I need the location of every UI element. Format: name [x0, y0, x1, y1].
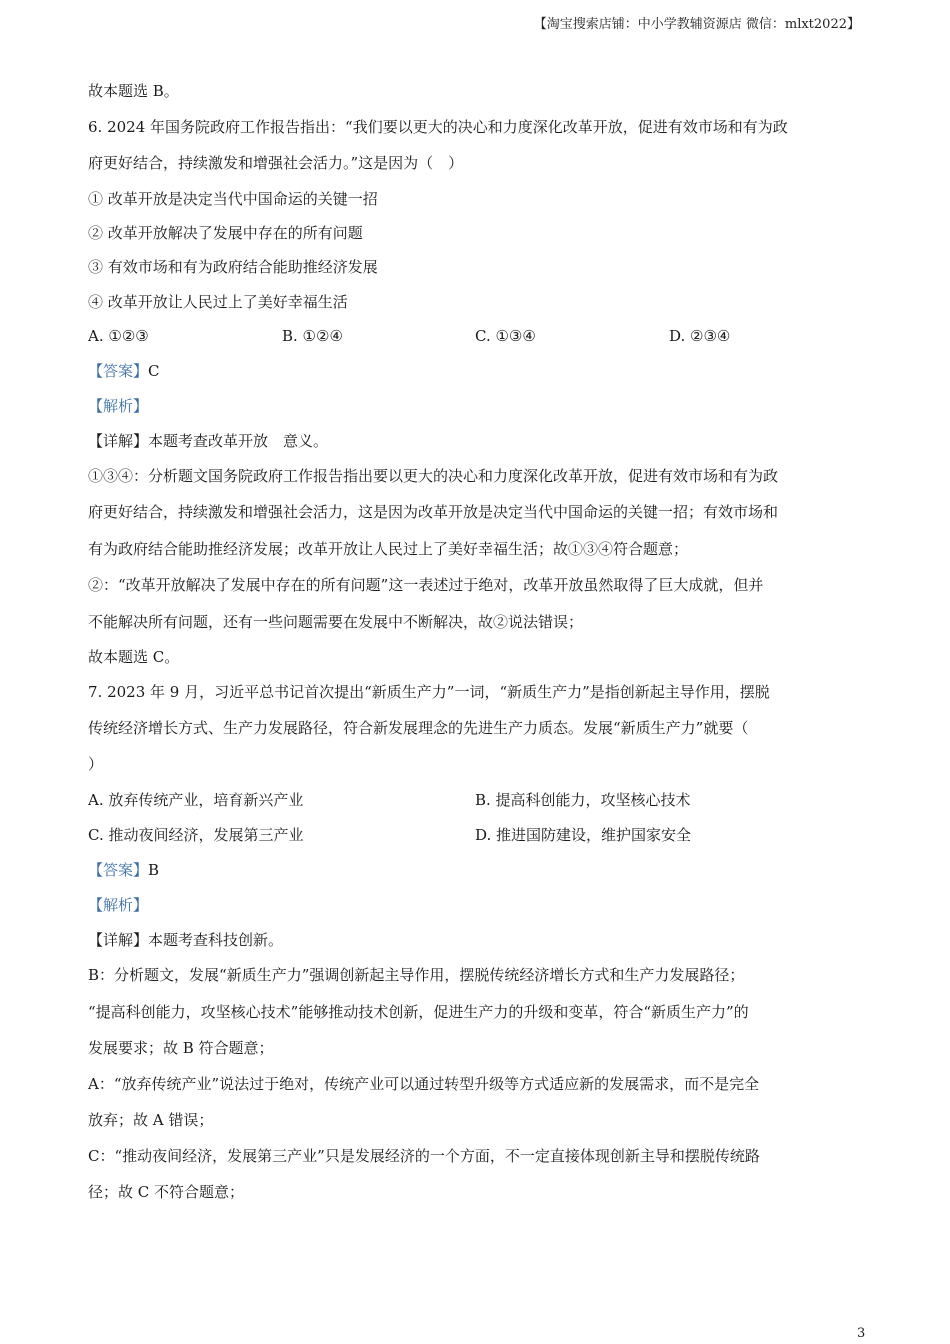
q6-statement-2: ② 改革开放解决了发展中存在的所有问题 — [88, 224, 363, 242]
q6-option-c: C. ①③④ — [475, 327, 536, 345]
q6-option-a: A. ①②③ — [88, 327, 149, 345]
q6-conclusion: 故本题选 C。 — [88, 648, 180, 666]
q7-explanation-line-1: B：分析题文，发展“新质生产力”强调创新起主导作用，摆脱传统经济增长方式和生产力发展路径； — [88, 966, 745, 984]
q7-option-b: B. 提高科创能力，攻坚核心技术 — [475, 791, 691, 809]
page-header: 【淘宝搜索店铺：中小学教辅资源店 微信：mlxt2022】 — [533, 17, 860, 32]
q6-explanation-line-2: 府更好结合，持续激发和增强社会活力，这是因为改革开放是决定当代中国命运的关键一招；有效市场和 — [88, 503, 779, 521]
q7-explanation-line-5: 放弃；故 A 错误； — [88, 1111, 214, 1129]
q7-stem-line-3: ） — [88, 755, 104, 773]
q6-analysis-tag: 【解析】 — [88, 397, 149, 415]
q7-option-c: C. 推动夜间经济，发展第三产业 — [88, 826, 304, 844]
q6-answer-line — [88, 361, 860, 381]
q7-explanation-line-4: A：“放弃传统产业”说法过于绝对，传统产业可以通过转型升级等方式适应新的发展需求，而不是完全 — [88, 1075, 760, 1093]
previous-answer-end: 故本题选 B。 — [88, 82, 179, 100]
q6-answer: C — [148, 362, 160, 380]
q7-option-a: A. 放弃传统产业，培育新兴产业 — [88, 791, 304, 809]
q6-answer-tag: 【答案】 — [88, 362, 149, 380]
q6-option-d: D. ②③④ — [669, 327, 731, 345]
q6-statement-3: ③ 有效市场和有为政府结合能助推经济发展 — [88, 258, 378, 276]
q7-stem-line-1: 7. 2023 年 9 月，习近平总书记首次提出“新质生产力”一词，“新质生产力”是指创新起主导作用，摆脱 — [88, 683, 770, 701]
q7-detail: 【详解】本题考查科技创新。 — [88, 931, 284, 949]
q6-statement-4: ④ 改革开放让人民过上了美好幸福生活 — [88, 293, 348, 311]
q6-detail: 【详解】本题考查改革开放 意义。 — [88, 432, 329, 450]
q7-explanation-line-7: 径；故 C 不符合题意； — [88, 1183, 245, 1201]
q7-explanation-line-3: 发展要求；故 B 符合题意； — [88, 1039, 274, 1057]
q7-answer-tag: 【答案】 — [88, 861, 149, 879]
q6-explanation-line-1: ①③④：分析题文国务院政府工作报告指出要以更大的决心和力度深化改革开放，促进有效市场和有为政 — [88, 467, 779, 485]
page-number: 3 — [857, 1326, 866, 1341]
q6-explanation-line-3: 有为政府结合能助推经济发展；改革开放让人民过上了美好幸福生活；故①③④符合题意； — [88, 540, 689, 558]
q7-explanation-line-6: C：“推动夜间经济，发展第三产业”只是发展经济的一个方面，不一定直接体现创新主导和摆脱传统路 — [88, 1147, 760, 1165]
q7-option-d: D. 推进国防建设，维护国家安全 — [475, 826, 692, 844]
q6-statement-1: ① 改革开放是决定当代中国命运的关键一招 — [88, 190, 378, 208]
q6-stem-line-2: 府更好结合，持续激发和增强社会活力。”这是因为（ ） — [88, 154, 464, 172]
q7-answer-line — [88, 860, 860, 880]
q7-analysis-tag: 【解析】 — [88, 896, 149, 914]
q6-explanation-line-4: ②：“改革开放解决了发展中存在的所有问题”这一表述过于绝对，改革开放虽然取得了巨大成就，但并 — [88, 576, 764, 594]
q6-explanation-line-5: 不能解决所有问题，还有一些问题需要在发展中不断解决，故②说法错误； — [88, 613, 584, 631]
q6-stem-line-1: 6. 2024 年国务院政府工作报告指出：“我们要以更大的决心和力度深化改革开放，促进有效市场和有为政 — [88, 118, 788, 136]
q7-stem-line-2: 传统经济增长方式、生产力发展路径，符合新发展理念的先进生产力质态。发展“新质生产力”就要（ — [88, 719, 749, 737]
q6-option-b: B. ①②④ — [282, 327, 343, 345]
q7-answer: B — [148, 861, 160, 879]
q7-explanation-line-2: “提高科创能力，攻坚核心技术”能够推动技术创新，促进生产力的升级和变革，符合“新质生产力”的 — [88, 1003, 749, 1021]
